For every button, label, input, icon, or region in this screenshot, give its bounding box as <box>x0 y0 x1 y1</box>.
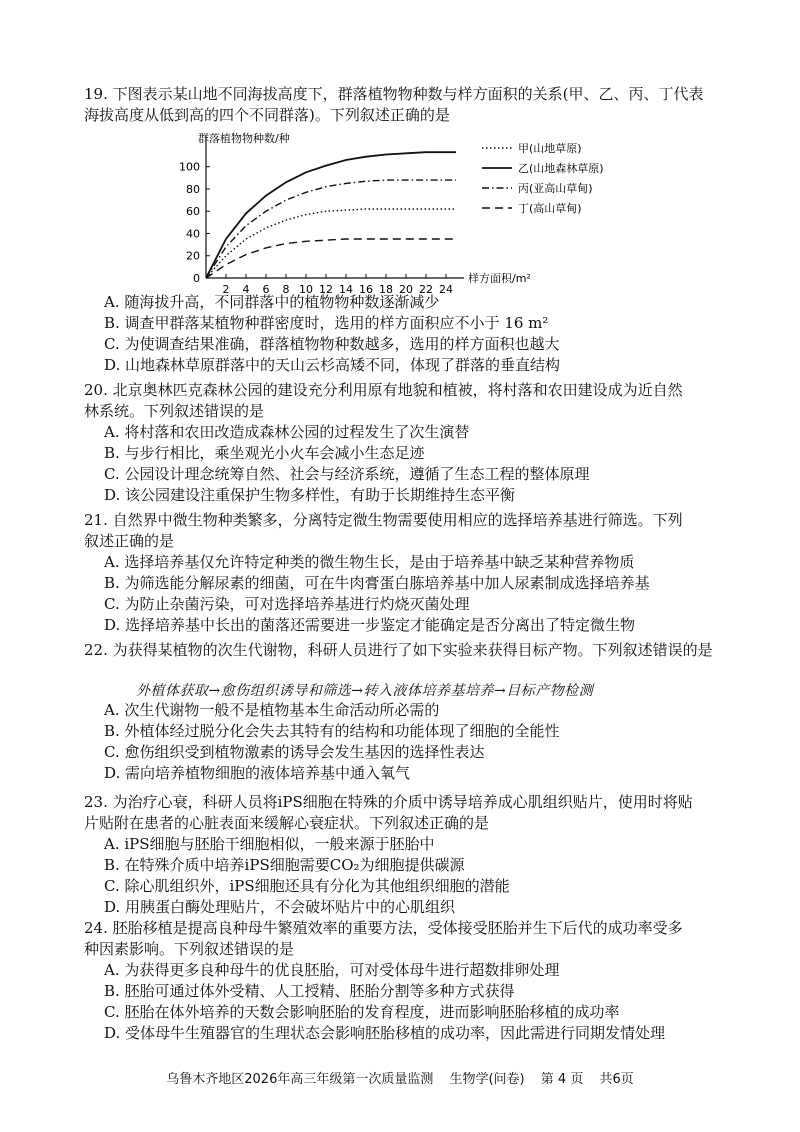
legend-label: 丁(高山草甸) <box>518 202 582 215</box>
question-stem: 21. 自然界中微生物种类繁多，分离特定微生物需要使用相应的选择培养基进行筛选。下列 <box>84 511 683 529</box>
species-area-chart <box>170 128 730 300</box>
option-b: B. 在特殊介质中培养iPS细胞需要CO₂为细胞提供碳源 <box>104 856 465 874</box>
question-stem: 24. 胚胎移植是提高良种母牛繁殖效率的重要方法，受体接受胚胎并生下后代的成功率受多 <box>84 919 683 937</box>
option-c: C. 公园设计理念统筹自然、社会与经济系统，遵循了生态工程的整体原理 <box>104 465 590 483</box>
question-21 <box>84 510 734 636</box>
x-tick-label: 4 <box>242 283 250 296</box>
option-b: B. 调查甲群落某植物种群密度时，选用的样方面积应不小于 16 m² <box>104 314 549 332</box>
exam-title: 乌鲁木齐地区2026年高三年级第一次质量监测 <box>166 1072 434 1087</box>
option-c: C. 为使调查结果准确，群落植物物种数越多，选用的样方面积也越大 <box>104 335 560 353</box>
x-tick-label: 20 <box>399 283 413 296</box>
option-a: A. 次生代谢物一般不是植物基本生命活动所必需的 <box>104 701 440 719</box>
plot-area <box>179 131 604 296</box>
y-axis-label: 群落植物物种数/种 <box>198 132 290 145</box>
page-number: 第 4 页 <box>540 1072 584 1087</box>
question-23 <box>84 792 734 918</box>
option-d: D. 用胰蛋白酶处理贴片，不会破坏贴片中的心肌组织 <box>104 898 456 916</box>
x-tick-label: 24 <box>439 283 453 296</box>
x-tick-label: 14 <box>339 283 353 296</box>
question-22 <box>84 640 734 661</box>
x-tick-label: 2 <box>222 283 230 296</box>
option-a: A. 随海拔升高，不同群落中的植物物种数逐渐减少 <box>104 293 440 311</box>
series-line-1 <box>206 209 456 278</box>
x-tick-label: 12 <box>319 283 333 296</box>
option-d: D. 该公园建设注重保护生物多样性，有助于长期维持生态平衡 <box>104 486 516 504</box>
experiment-flow: 外植体获取→愈伤组织诱导和筛选→转入液体培养基培养→目标产物检测 <box>136 683 594 699</box>
legend-label: 丙(亚高山草甸) <box>518 182 593 195</box>
x-tick-label: 16 <box>359 283 373 296</box>
series-line-2 <box>206 152 456 278</box>
option-d: D. 选择培养基中长出的菌落还需要进一步鉴定才能确定是否分离出了特定微生物 <box>104 616 636 634</box>
y-tick-label: 0 <box>193 272 200 285</box>
option-d: D. 受体母牛生殖器官的生理状态会影响胚胎移植的成功率，因此需进行同期发情处理 <box>104 1024 666 1042</box>
option-c: C. 为防止杂菌污染，可对选择培养基进行灼烧灭菌处理 <box>104 595 470 613</box>
question-22-options <box>104 700 560 784</box>
option-c: C. 除心肌组织外，iPS细胞还具有分化为其他组织细胞的潜能 <box>104 877 510 895</box>
option-d: D. 山地森林草原群落中的天山云杉高矮不同，体现了群落的垂直结构 <box>104 356 561 374</box>
y-tick-label: 60 <box>186 205 200 219</box>
question-stem: 海拔高度从低到高的四个不同群落)。下列叙述正确的是 <box>84 106 450 124</box>
question-stem: 林系统。下列叙述错误的是 <box>84 402 265 420</box>
y-tick-label: 80 <box>186 182 200 196</box>
series-line-4 <box>206 239 456 278</box>
question-stem: 片贴附在患者的心脏表面来缓解心衰症状。下列叙述正确的是 <box>84 814 490 832</box>
x-axis-label: 样方面积/m² <box>468 272 531 285</box>
question-19-options <box>104 292 560 376</box>
option-b: B. 胚胎可通过体外受精、人工授精、胚胎分割等多种方式获得 <box>104 982 515 1000</box>
question-19 <box>84 84 734 126</box>
question-stem: 22. 为获得某植物的次生代谢物，科研人员进行了如下实验来获得目标产物。下列叙述错误的是 <box>84 641 713 659</box>
option-a: A. 为获得更多良种母牛的优良胚胎，可对受体母牛进行超数排卵处理 <box>104 961 560 979</box>
question-stem: 20. 北京奥林匹克森林公园的建设充分利用原有地貌和植被，将村落和农田建设成为近自然 <box>84 381 683 399</box>
option-c: C. 愈伤组织受到植物激素的诱导会发生基因的选择性表达 <box>104 743 485 761</box>
option-a: A. 选择培养基仅允许特定种类的微生物生长，是由于培养基中缺乏某种营养物质 <box>104 553 635 571</box>
question-stem: 19. 下图表示某山地不同海拔高度下，群落植物物种数与样方面积的关系(甲、乙、丙、丁代表 <box>84 85 704 103</box>
option-d: D. 需向培养植物细胞的液体培养基中通入氧气 <box>104 764 411 782</box>
y-tick-label: 100 <box>179 160 200 174</box>
page-footer <box>0 1068 800 1087</box>
option-c: C. 胚胎在体外培养的天数会影响胚胎的发育程度，进而影响胚胎移植的成功率 <box>104 1003 620 1021</box>
subject-label: 生物学(问卷) <box>449 1072 525 1087</box>
question-20 <box>84 380 734 506</box>
y-tick-label: 20 <box>186 249 200 263</box>
option-b: B. 与步行相比，乘坐观光小火车会减小生态足迹 <box>104 444 425 462</box>
page-total: 共6页 <box>599 1072 634 1087</box>
series-line-3 <box>206 180 456 278</box>
option-b: B. 为筛选能分解尿素的细菌，可在牛肉膏蛋白胨培养基中加人尿素制成选择培养基 <box>104 574 650 592</box>
x-tick-label: 10 <box>299 283 313 296</box>
question-stem: 种因素影响。下列叙述错误的是 <box>84 940 295 958</box>
option-b: B. 外植体经过脱分化会失去其特有的结构和功能体现了细胞的全能性 <box>104 722 560 740</box>
question-stem: 叙述正确的是 <box>84 532 175 550</box>
question-stem: 23. 为治疗心衰，科研人员将iPS细胞在特殊的介质中诱导培养成心肌组织贴片，使用时将贴 <box>84 793 693 811</box>
option-a: A. 将村落和农田改造成森林公园的过程发生了次生演替 <box>104 423 470 441</box>
legend-label: 甲(山地草原) <box>518 142 582 155</box>
y-tick-label: 40 <box>186 227 200 241</box>
x-tick-label: 22 <box>419 283 433 296</box>
question-24 <box>84 918 734 1044</box>
x-tick-label: 6 <box>262 283 270 296</box>
x-tick-label: 8 <box>282 283 290 296</box>
legend-label: 乙(山地森林草原) <box>518 162 604 175</box>
option-a: A. iPS细胞与胚胎干细胞相似，一般来源于胚胎中 <box>104 835 435 853</box>
x-tick-label: 18 <box>379 283 393 296</box>
